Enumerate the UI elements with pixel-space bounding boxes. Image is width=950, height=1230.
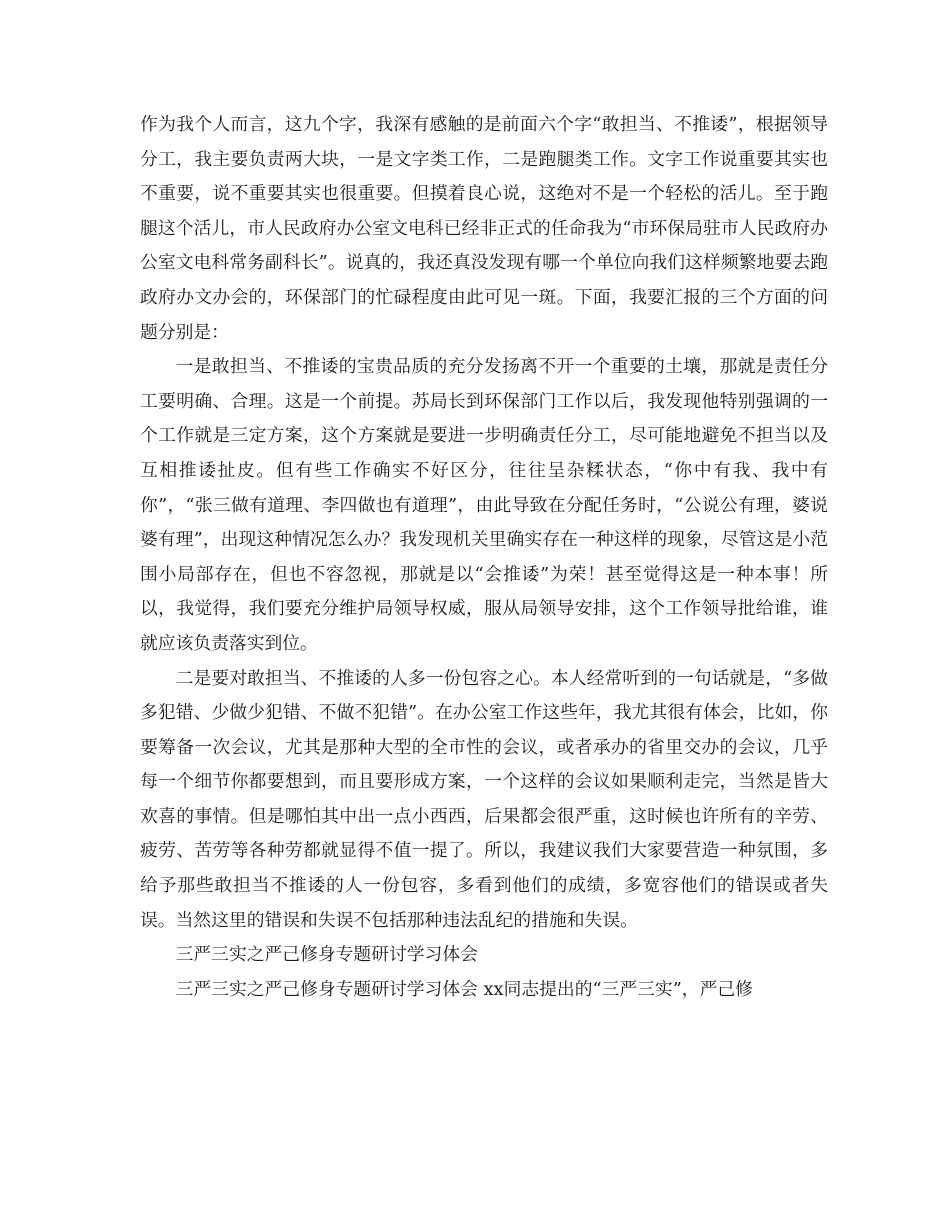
paragraph-section-start: 三严三实之严己修身专题研讨学习体会 xx同志提出的“三严三实”，严己修	[175, 978, 753, 1000]
paragraph-point-two: 二是要对敢担当、不推诿的人多一份包容之心。本人经常听到的一句话就是，“多做多犯错、少做少犯错、不做不犯错”。在办公室工作这些年，我尤其很有体会，比如，你要筹备一次会议，尤其是那种大型的全市性的会议，或者承办的省里交办的会议，几乎每一个细节你都要想到，而且要形成方案，一个这样的会议如果顺利走完，当然是皆大欢喜的事情。但是哪怕其中出一点小西西，后果都会很严重，这时候也许所有的辛劳、疲劳、苦劳等各种劳都就显得不值一提了。所以，我建议我们大家要营造一种氛围，多给予那些敢担当不推诿的人一份包容，多看到他们的成绩，多宽容他们的错误或者失误。当然这里的错误和失误不包括那种违法乱纪的措施和失误。	[140, 667, 828, 931]
paragraph-point-one: 一是敢担当、不推诿的宝贵品质的充分发扬离不开一个重要的土壤，那就是责任分工要明确、合理。这是一个前提。苏局长到环保部门工作以后，我发现他特别强调的一个工作就是三定方案，这个方案就是要进一步明确责任分工，尽可能地避免不担当以及互相推诿扯皮。但有些工作确实不好区分，往往呈杂糅状态，“你中有我、我中有你”，“张三做有道理、李四做也有道理”，由此导致在分配任务时，“公说公有理，婆说婆有理”，出现这种情况怎么办？我发现机关里确实存在一种这样的现象，尽管这是小范围小局部存在，但也不容忽视，那就是以“会推诿”为荣！甚至觉得这是一种本事！所以，我觉得，我们要充分维护局领导权威，服从局领导安排，这个工作领导批给谁，谁就应该负责落实到位。	[140, 356, 828, 654]
section-heading: 三严三实之严己修身专题研讨学习体会	[175, 944, 478, 966]
document-page	[140, 108, 828, 1007]
paragraph-intro: 作为我个人而言，这九个字，我深有感触的是前面六个字“敢担当、不推诿”，根据领导分工，我主要负责两大块，一是文字类工作，二是跑腿类工作。文字工作说重要其实也不重要，说不重要其实也很重要。但摸着良心说，这绝对不是一个轻松的活儿。至于跑腿这个活儿，市人民政府办公室文电科已经非正式的任命我为“市环保局驻市人民政府办公室文电科常务副科长”。说真的，我还真没发现有哪一个单位向我们这样频繁地要去跑政府办文办会的，环保部门的忙碌程度由此可见一斑。下面，我要汇报的三个方面的问题分别是：	[140, 114, 828, 343]
